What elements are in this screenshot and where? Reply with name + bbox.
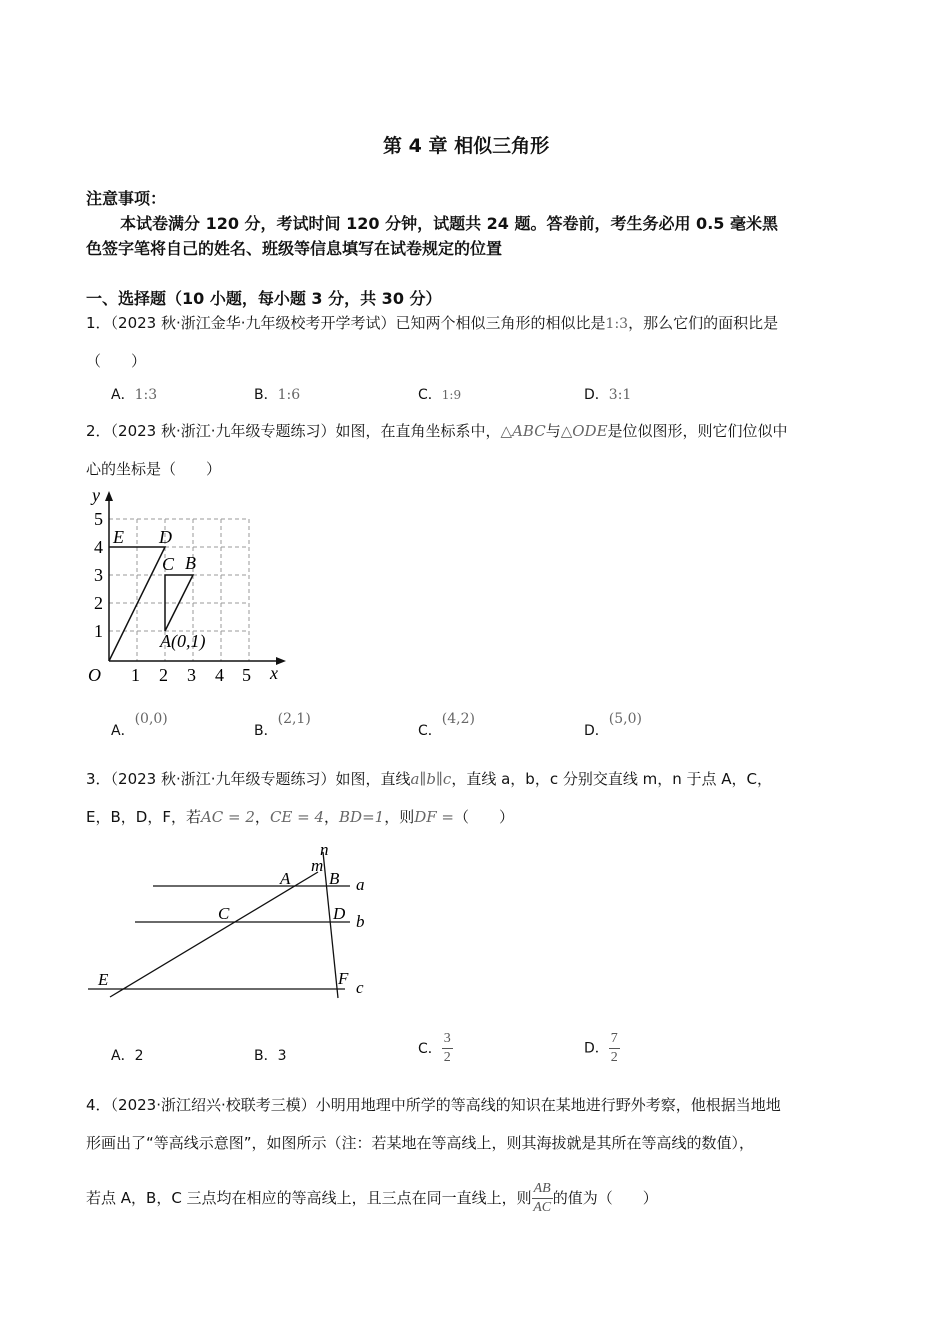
q4-line3-b: 的值为（ ） (552, 1189, 658, 1207)
point-b-label: B (329, 869, 340, 888)
option-label: A． (111, 723, 135, 739)
y-tick: 1 (94, 621, 103, 641)
q1-option-b[interactable] (254, 384, 300, 404)
option-label: C． (418, 1040, 442, 1057)
option-value: (2,1) (277, 711, 311, 727)
fraction-numerator: AB (532, 1180, 553, 1199)
x-tick: 3 (187, 665, 196, 685)
point-a-label: A(0,1) (160, 631, 206, 651)
fraction-denominator: 2 (610, 1050, 618, 1065)
x-tick: 1 (131, 665, 140, 685)
point-b-label: B (185, 553, 196, 573)
option-value: (4,2) (441, 711, 475, 727)
q1-option-a[interactable] (111, 384, 157, 404)
q2-option-a[interactable] (111, 711, 168, 740)
q3-df: DF = (414, 808, 454, 826)
option-value: 2 (134, 1048, 144, 1064)
option-value: 1:6 (277, 387, 301, 403)
option-label: D． (584, 1040, 609, 1057)
q4-line-2: 形画出了“等高线示意图”，如图所示（注：若某地在等高线上，则其海拔就是其所在等高线的数值）， (86, 1134, 755, 1152)
q3-ac: AC = 2 (200, 808, 255, 826)
option-label: A． (111, 387, 135, 403)
q2-option-c[interactable] (418, 711, 475, 740)
option-label: C． (418, 723, 442, 739)
q3-option-b[interactable] (254, 1045, 287, 1065)
q3-option-a[interactable] (111, 1045, 144, 1065)
line-m-label: m (311, 856, 324, 875)
x-axis-label: x (270, 663, 278, 683)
option-label: B． (254, 1048, 278, 1064)
q2-stem-a: 2．（2023 秋·浙江·九年级专题练习）如图，在直角坐标系中， (86, 422, 501, 440)
option-label: A． (111, 1048, 135, 1064)
q2-triangle-abc: △ABC (500, 422, 546, 440)
point-c-label: C (162, 554, 175, 574)
q4-line-3 (86, 1180, 658, 1217)
line-a-label: a (356, 875, 365, 894)
q3-option-d[interactable] (584, 1030, 620, 1067)
q1-option-c[interactable] (418, 384, 461, 404)
q2-triangle-ode: △ODE (560, 422, 608, 440)
option-value: (5,0) (608, 711, 642, 727)
question-1-stem (86, 312, 778, 333)
fraction-numerator: 7 (609, 1030, 620, 1049)
q3-line2-a: E，B，D，F，若 (86, 808, 201, 826)
x-tick: 5 (242, 665, 251, 685)
line-m (110, 872, 318, 997)
q1-ratio: 1:3 (605, 316, 629, 332)
option-value: 3:1 (608, 387, 632, 403)
point-a-label: A (280, 869, 291, 888)
line-n-label: n (320, 840, 329, 859)
option-label: D． (584, 387, 609, 403)
point-e-label: E (98, 970, 109, 989)
option-value: (0,0) (134, 711, 168, 727)
q2-line-2: 心的坐标是（ ） (86, 460, 222, 478)
q2-option-b[interactable] (254, 711, 311, 740)
q4-line-1: 4．（2023·浙江绍兴·校联考三模）小明用地理中所学的等高线的知识在某地进行野外考察，他根据当地地 (86, 1096, 781, 1114)
q3-stem-b: ，直线 a，b，c 分别交直线 m，n 于点 A，C， (451, 770, 772, 788)
x-tick: 2 (159, 665, 168, 685)
q1-option-d[interactable] (584, 384, 631, 404)
fraction-denominator: 2 (443, 1050, 451, 1065)
option-label: B． (254, 387, 278, 403)
fraction (442, 1030, 453, 1067)
q4-line3-a: 若点 A，B，C 三点均在相应的等高线上，且三点在同一直线上，则 (86, 1189, 532, 1207)
fraction (609, 1030, 620, 1067)
q1-answer-paren: （ ） (86, 352, 147, 370)
y-axis-label: y (92, 485, 100, 505)
q4-fraction (532, 1180, 553, 1217)
fraction-numerator: 3 (442, 1030, 453, 1049)
option-label: D． (584, 723, 609, 739)
q3-parallel: a∥b∥c (410, 770, 452, 788)
point-d-label: D (159, 527, 172, 547)
point-c-label: C (218, 904, 230, 923)
notice-line-1: 本试卷满分 120 分，考试时间 120 分钟，试题共 24 题。答卷前，考生务必用 0.5 毫米黑 (120, 214, 778, 233)
option-value: 3 (277, 1048, 287, 1064)
y-tick: 3 (94, 565, 103, 585)
y-axis-arrow (105, 491, 113, 501)
line-b-label: b (356, 912, 365, 931)
q3-option-c[interactable] (418, 1030, 453, 1067)
q1-stem-a: 1．（2023 秋·浙江金华·九年级校考开学考试）已知两个相似三角形的相似比是 (86, 314, 606, 332)
question-2-stem (86, 420, 788, 441)
y-tick: 4 (94, 537, 103, 557)
section-heading: 一、选择题（10 小题，每小题 3 分，共 30 分） (86, 289, 442, 308)
q3-stem-a: 3．（2023 秋·浙江·九年级专题练习）如图，直线 (86, 770, 411, 788)
point-d-label: D (333, 904, 346, 923)
q3-ce: CE = 4 (269, 808, 325, 826)
q2-coordinate-figure (80, 485, 295, 685)
x-tick: 4 (215, 665, 224, 685)
notice-line-2: 色签字笔将自己的姓名、班级等信息填写在试卷规定的位置 (86, 239, 503, 258)
q2-option-d[interactable] (584, 711, 642, 740)
q1-stem-b: ，那么它们的面积比是 (628, 314, 779, 332)
option-label: B． (254, 723, 278, 739)
y-tick: 2 (94, 593, 103, 613)
line-c-label: c (356, 978, 364, 997)
q3-line-2 (86, 806, 514, 827)
option-value: 1:9 (441, 388, 462, 402)
q3-line2-b: ，则 (384, 808, 415, 826)
fraction-denominator: AC (533, 1200, 552, 1215)
q3-parallel-lines-figure (80, 838, 380, 1008)
q3-paren: （ ） (454, 808, 515, 826)
q2-mid: 与 (545, 422, 561, 440)
q2-stem-b: 是位似图形，则它们位似中 (607, 422, 788, 440)
y-tick: 5 (94, 509, 103, 529)
point-f-label: F (338, 969, 349, 988)
point-e-label: E (113, 527, 124, 547)
option-value: 1:3 (134, 387, 158, 403)
origin-label: O (88, 665, 101, 685)
page-title: 第 4 章 相似三角形 (383, 135, 550, 157)
option-label: C． (418, 387, 442, 403)
notice-heading: 注意事项： (86, 189, 167, 208)
q3-sep: ， (254, 808, 270, 826)
q3-bd: BD=1 (339, 808, 385, 826)
question-3-stem (86, 768, 772, 789)
q3-sep: ， (324, 808, 340, 826)
